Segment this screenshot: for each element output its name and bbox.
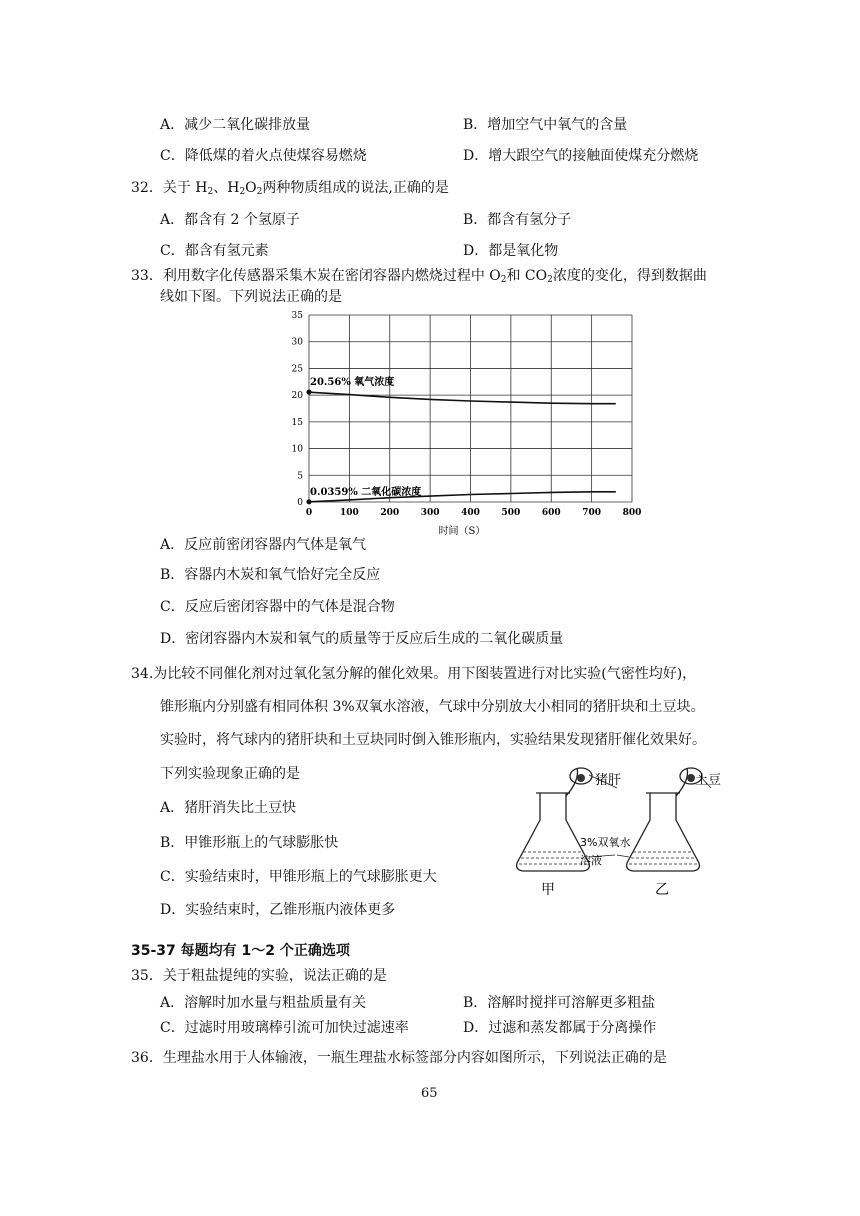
- y-tick-label: 25: [291, 364, 303, 375]
- label-potato: 土豆: [695, 773, 722, 788]
- y-tick-label: 0: [297, 498, 303, 508]
- y-tick-label: 35: [291, 311, 303, 321]
- liver-piece: [577, 774, 585, 782]
- series-start-label: 0.0359% 二氧化碳浓度: [310, 486, 422, 498]
- x-tick-label: 300: [420, 508, 440, 518]
- series-start-point: [306, 499, 311, 504]
- y-tick-label: 30: [291, 337, 303, 348]
- y-axis-ticks: [292, 311, 304, 508]
- flask-jia-liquid: [519, 852, 587, 864]
- section-title: 35-37 每题均有 1～2 个正确选项: [131, 943, 350, 959]
- q35-option-b: B．溶解时搅拌可溶解更多粗盐: [463, 995, 656, 1011]
- y-tick-label: 10: [291, 444, 303, 455]
- q34-option-a: A．猪肝消失比土豆快: [160, 800, 297, 816]
- q33-stem-line1: 33．利用数字化传感器采集木炭在密闭容器内燃烧过程中 $O_2$和 $CO_2$浓度的变化，得到数据曲: [131, 268, 707, 285]
- chart-grid: [309, 315, 632, 502]
- label-solution-2: 溶液: [580, 854, 602, 867]
- x-tick-label: 100: [339, 508, 359, 518]
- flask-yi: [627, 768, 702, 871]
- flask-yi-liquid: [629, 852, 697, 864]
- q34-option-c: C．实验结束时，甲锥形瓶上的气球膨胀更大: [160, 869, 437, 885]
- q31-option-d: D．增大跟空气的接触面使煤充分燃烧: [463, 148, 699, 164]
- q31-option-b: B．增加空气中氧气的含量: [463, 117, 628, 133]
- series-start-label: 20.56% 氧气浓度: [310, 377, 395, 389]
- q31-option-a: A．减少二氧化碳排放量: [160, 117, 311, 133]
- q33-option-a: A．反应前密闭容器内气体是氧气: [160, 537, 367, 553]
- x-tick-label: 200: [380, 508, 400, 518]
- x-tick-label: 400: [461, 508, 480, 518]
- q32-stem: 32．关于 $H_2$、$H_2O_2$两种物质组成的说法,正确的是: [131, 180, 449, 197]
- flask-experiment-figure: [505, 760, 735, 900]
- q31-option-c: C．降低煤的着火点使煤容易燃烧: [160, 148, 367, 164]
- x-axis-label: 时间（S）: [438, 526, 486, 537]
- x-axis-ticks: [306, 508, 642, 518]
- q32-option-b: B．都含有氢分子: [463, 212, 572, 228]
- y-tick-label: 5: [297, 471, 303, 482]
- x-tick-label: 500: [501, 508, 521, 518]
- x-tick-label: 800: [622, 508, 642, 518]
- q33-option-c: C．反应后密闭容器中的气体是混合物: [160, 599, 395, 615]
- x-tick-label: 600: [541, 508, 561, 518]
- potato-piece: [687, 774, 695, 782]
- label-liver: 猪肝: [595, 773, 622, 788]
- q34-stem-line1: 34.为比较不同催化剂对过氧化氢分解的催化效果。用下图装置进行对比实验(气密性均好)，: [131, 666, 697, 682]
- y-tick-label: 20: [291, 391, 303, 402]
- q35-stem: 35．关于粗盐提纯的实验，说法正确的是: [131, 968, 387, 984]
- label-solution-1: 3%双氧水: [580, 836, 631, 849]
- q33-option-b: B．容器内木炭和氧气恰好完全反应: [160, 567, 381, 583]
- q32-option-a: A．都含有 2 个氢原子: [160, 212, 300, 228]
- q35-option-c: C．过滤时用玻璃棒引流可加快过滤速率: [160, 1020, 409, 1036]
- q34-stem-line2: 锥形瓶内分别盛有相同体积 3%双氧水溶液，气球中分别放大小相同的猪肝块和土豆块。: [160, 699, 705, 715]
- q34-option-b: B．甲锥形瓶上的气球膨胀快: [160, 835, 339, 851]
- x-tick-label: 700: [582, 508, 602, 518]
- concentration-line-chart: [282, 308, 642, 540]
- q36-stem: 36．生理盐水用于人体输液，一瓶生理盐水标签部分内容如图所示，下列说法正确的是: [131, 1050, 667, 1066]
- page-number: 65: [421, 1086, 438, 1101]
- q34-stem-line3: 实验时，将气球内的猪肝块和土豆块同时倒入锥形瓶内，实验结果发现猪肝催化效果好。: [160, 732, 706, 748]
- q34-stem-line4: 下列实验现象正确的是: [160, 766, 300, 782]
- x-tick-label: 0: [305, 508, 313, 518]
- q33-stem-line2: 线如下图。下列说法正确的是: [160, 289, 342, 305]
- q32-option-c: C．都含有氢元素: [160, 243, 269, 259]
- q33-option-d: D．密闭容器内木炭和氧气的质量等于反应后生成的二氧化碳质量: [160, 631, 564, 647]
- series-line-oxygen: [309, 392, 616, 404]
- label-yi: 乙: [655, 882, 669, 898]
- q35-option-d: D．过滤和蒸发都属于分离操作: [463, 1020, 657, 1036]
- q32-option-d: D．都是氧化物: [463, 243, 559, 259]
- q35-option-a: A．溶解时加水量与粗盐质量有关: [160, 995, 367, 1011]
- label-jia: 甲: [541, 882, 555, 898]
- q34-option-d: D．实验结束时，乙锥形瓶内液体更多: [160, 902, 396, 918]
- y-tick-label: 15: [291, 417, 303, 428]
- series-start-point: [306, 390, 311, 395]
